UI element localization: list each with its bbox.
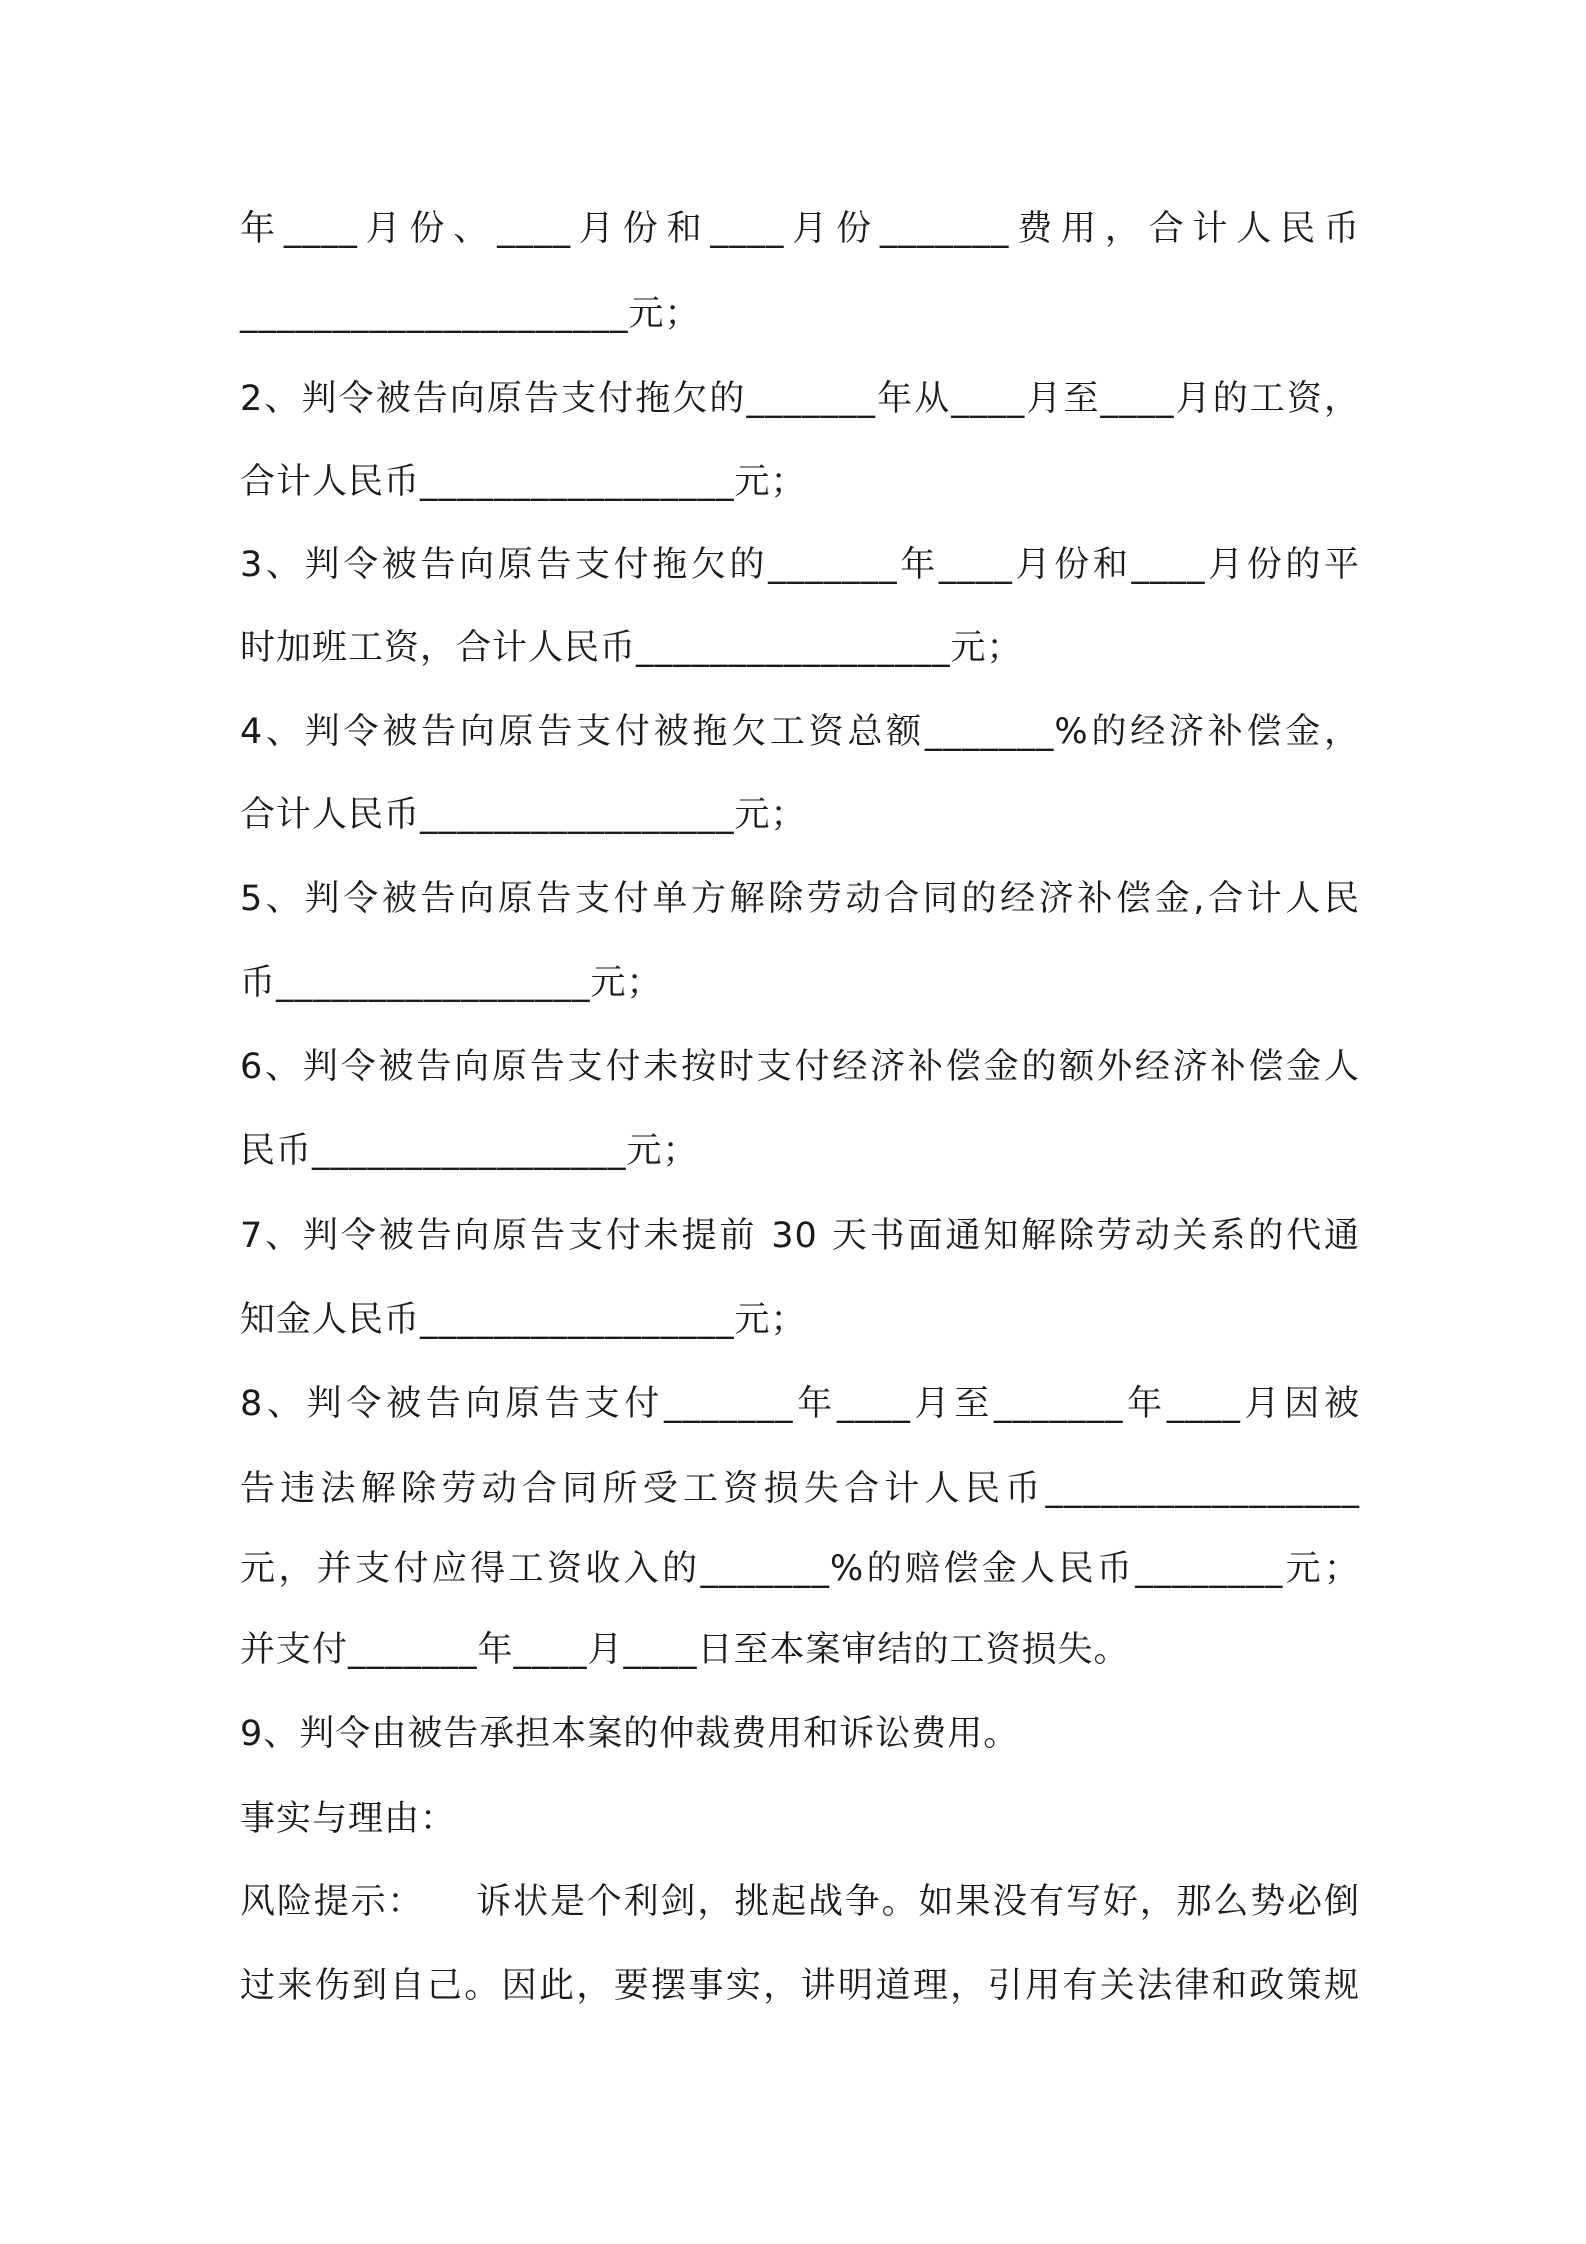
text-line: 并支付_______年____月____日至本案审结的工资损失。 [240,1630,1130,1670]
text-line: 6、判令被告向原告支付未按时支付经济补偿金的额外经济补偿金人 [240,1047,1360,1087]
text-line: 时加班工资，合计人民币_________________元； [240,628,1023,668]
text-line: 合计人民币_________________元； [240,462,807,502]
text-line: 9、判令由被告承担本案的仲裁费用和诉讼费用。 [240,1714,1020,1754]
text-line: 7、判令被告向原告支付未提前 30 天书面通知解除劳动关系的代通 [240,1216,1360,1256]
text-line: 元，并支付应得工资收入的_______%的赔偿金人民币________元； [240,1549,1360,1589]
text-line: _____________________元； [240,294,701,334]
text-line: 3、判令被告向原告支付拖欠的_______年____月份和____月份的平 [240,545,1360,585]
text-line: 告违法解除劳动合同所受工资损失合计人民币_________________ [240,1469,1360,1509]
text-line: 民币_________________元； [240,1131,699,1171]
text-line: 2、判令被告向原告支付拖欠的_______年从____月至____月的工资， [240,379,1360,419]
text-line: 知金人民币_________________元； [240,1300,807,1340]
text-line: 风险提示： 诉状是个利剑，挑起战争。如果没有写好，那么势必倒 [240,1882,1360,1922]
text-line: 合计人民币_________________元； [240,795,807,835]
section-heading: 事实与理由： [240,1799,457,1839]
text-line: 5、判令被告向原告支付单方解除劳动合同的经济补偿金,合计人民 [240,879,1360,919]
text-line: 4、判令被告向原告支付被拖欠工资总额_______%的经济补偿金， [240,712,1360,752]
text-line: 8、判令被告向原告支付_______年____月至_______年____月因被 [240,1384,1360,1424]
text-line: 币_________________元； [240,963,663,1003]
text-line: 过来伤到自己。因此，要摆事实，讲明道理，引用有关法律和政策规 [240,1966,1360,2006]
text-line: 年____月份、____月份和____月份_______费用，合计人民币 [240,209,1360,249]
